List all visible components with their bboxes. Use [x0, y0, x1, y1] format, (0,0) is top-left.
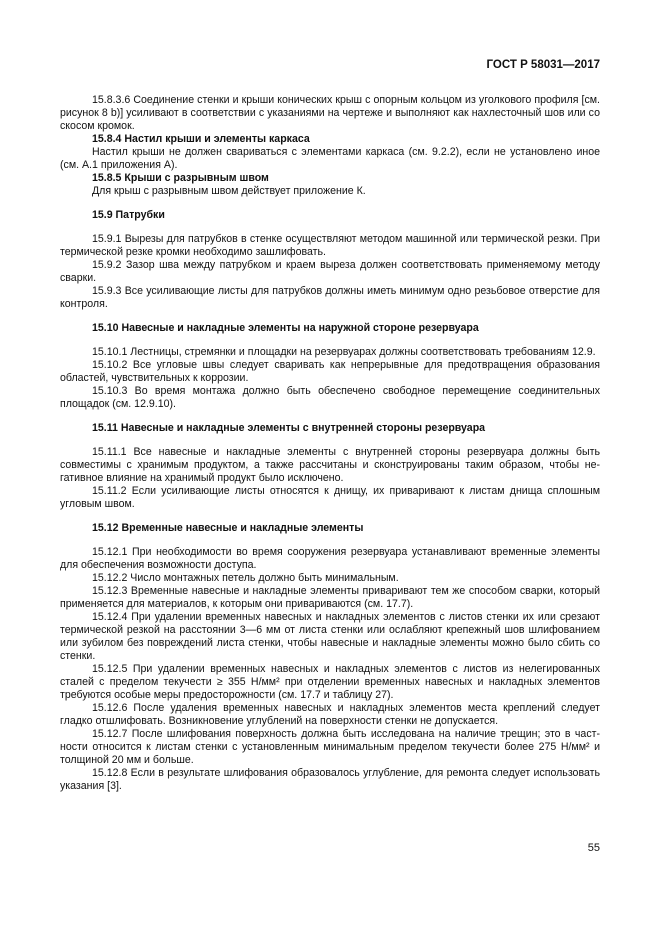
subsection-heading-15-8-5: 15.8.5 Крыши с разрывным швом: [92, 172, 269, 184]
paragraph-15-9-2: 15.9.2 Зазор шва между патрубком и краем выреза должен соответствовать применяемому методу сварки.: [60, 259, 600, 284]
page-number: 55: [587, 842, 600, 854]
paragraph-15-12-2: 15.12.2 Число монтажных петель должно быть минимальным.: [92, 572, 399, 584]
paragraph-15-12-4: 15.12.4 При удалении временных навесных и накладных элементов с листов стенки их или срезают термической резкой на расстоянии 3—6 мм от листа стенки или ослабляют крепежный шов шлифованием или зубилом без повреждений листа стенки, чтобы навесные и накладные элементы можно было сбить со стенки.: [60, 611, 600, 662]
paragraph-15-12-7: 15.12.7 После шлифования поверхность должна быть исследована на наличие трещин; это в частности относится к листам стенки с установленным минимальным пределом текучести более 275 Н/мм² и толщиной 20 мм и больше.: [60, 728, 600, 766]
section-heading-15-12: 15.12 Временные навесные и накладные элементы: [92, 522, 364, 534]
paragraph-15-10-1: 15.10.1 Лестницы, стремянки и площадки на резервуарах должны соответствовать требованиям 12.9.: [92, 346, 596, 358]
paragraph-15-11-1: 15.11.1 Все навесные и накладные элементы с внутренней стороны резервуара должны быть совместимы с хранимым продуктом, а также рассчитаны и сконструированы таким образом, чтобы негативное влияние на хранимый продукт было исключено.: [60, 446, 600, 484]
paragraph-15-9-3: 15.9.3 Все усиливающие листы для патрубков должны иметь минимум одно резьбовое отверстие для контроля.: [60, 285, 600, 310]
paragraph-15-12-1: 15.12.1 При необходимости во время сооружения резервуара устанавливают временные элементы для обеспечения возможности доступа.: [60, 546, 600, 571]
paragraph-15-10-2: 15.10.2 Все угловые швы следует сваривать как непрерывные для предотвращения образования областей, чувствительных к коррозии.: [60, 359, 600, 384]
page-content: [60, 94, 600, 793]
page-header-doc-code: ГОСТ Р 58031—2017: [486, 59, 600, 71]
section-heading-15-10: 15.10 Навесные и накладные элементы на наружной стороне резервуара: [92, 322, 479, 334]
paragraph-15-8-3-6: 15.8.3.6 Соединение стенки и крыши конических крыш с опорным кольцом из уголкового профиля [см. рисунок 8 b)] усиливают в соответствии с указаниями на чертеже и выполняют как нахлесточный шов или со скосом кромок.: [60, 94, 600, 132]
paragraph-15-12-8: 15.12.8 Если в результате шлифования образовалось углубление, для ремонта следует использовать указания [3].: [60, 767, 600, 792]
paragraph-15-12-5: 15.12.5 При удалении временных навесных и накладных элементов с листов из нелегированных сталей с пределом текучести ≥ 355 Н/мм² при отделении временных навесных и накладных элементов требуются особые меры предосторожности (см. 17.7 и таблицу 27).: [60, 663, 600, 701]
paragraph-15-11-2: 15.11.2 Если усиливающие листы относятся к днищу, их приваривают к листам днища сплошным угловым швом.: [60, 485, 600, 510]
paragraph-15-10-3: 15.10.3 Во время монтажа должно быть обеспечено свободное перемещение соединительных площадок (см. 12.9.10).: [60, 385, 600, 410]
paragraph-15-12-3: 15.12.3 Временные навесные и накладные элементы приваривают тем же способом сварки, который применяется для материалов, к которым они привариваются (см. 17.7).: [60, 585, 600, 610]
paragraph-15-8-5: Для крыш с разрывным швом действует приложение К.: [92, 185, 366, 197]
paragraph-15-9-1: 15.9.1 Вырезы для патрубков в стенке осуществляют методом машинной или термической резки. При термической резке кромки необходимо зашлифовать.: [60, 233, 600, 258]
subsection-heading-15-8-4: 15.8.4 Настил крыши и элементы каркаса: [92, 133, 310, 145]
paragraph-15-8-4: Настил крыши не должен свариваться с элементами каркаса (см. 9.2.2), если не установлено иное (см. А.1 приложения А).: [60, 146, 600, 171]
paragraph-15-12-6: 15.12.6 После удаления временных навесных и накладных элементов места креплений следует гладко отшлифовать. Возникновение углублений на поверхности стенки не допускается.: [60, 702, 600, 727]
section-heading-15-11: 15.11 Навесные и накладные элементы с внутренней стороны резервуара: [92, 422, 486, 434]
section-heading-15-9: 15.9 Патрубки: [92, 209, 165, 221]
